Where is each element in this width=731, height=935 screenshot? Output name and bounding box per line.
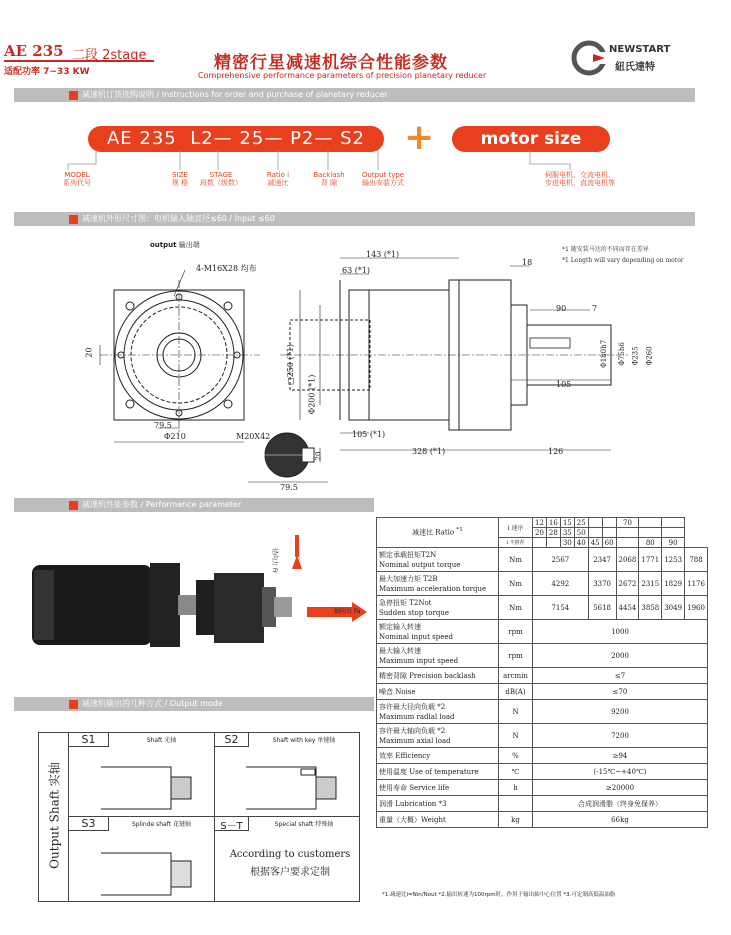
perf-param bbox=[377, 668, 499, 684]
perf-param bbox=[377, 812, 499, 828]
param-value: 3049 bbox=[662, 596, 685, 620]
param-unit: % bbox=[499, 748, 533, 764]
custom-en: According to customers bbox=[229, 849, 351, 860]
perf-param bbox=[377, 700, 499, 724]
param-cn: 额定输入转速 bbox=[379, 622, 421, 631]
dim-328: 328 (*1) bbox=[412, 447, 446, 456]
output-end-label: output 输出端 bbox=[150, 241, 200, 249]
ratio-cell: 45 bbox=[588, 538, 602, 548]
param-unit: rpm bbox=[499, 644, 533, 668]
page-title: 精密行星减速机综合性能参数 bbox=[214, 53, 448, 73]
dim-105-star: 105 (*1) bbox=[352, 430, 386, 439]
perf-param bbox=[377, 548, 499, 572]
dim-210: Φ210 bbox=[164, 432, 186, 441]
dim-126: 126 bbox=[548, 447, 564, 456]
param-value: ≤70 bbox=[533, 684, 708, 700]
dim-m20: M20X42 bbox=[236, 432, 271, 441]
dim-90: 90 bbox=[556, 304, 567, 313]
output-mode-box bbox=[38, 732, 360, 902]
dim-79-5: 79.5 bbox=[154, 421, 172, 430]
param-value: 2347 bbox=[588, 548, 616, 572]
mode-s2-desc: Shaft with key 单键轴 bbox=[272, 737, 336, 744]
param-value: 788 bbox=[685, 548, 708, 572]
perf-row bbox=[377, 548, 708, 572]
perf-row bbox=[377, 812, 708, 828]
power-range: 适配功率 7~33 KW bbox=[4, 67, 90, 77]
dim-105: 105 bbox=[556, 380, 572, 389]
param-value: 1253 bbox=[662, 548, 685, 572]
param-value: 4292 bbox=[533, 572, 589, 596]
page-subtitle: Comprehensive performance parameters of precision planetary reducer bbox=[198, 71, 487, 80]
ratio-cell: 35 bbox=[560, 528, 574, 538]
perf-row bbox=[377, 644, 708, 668]
mode-s1-desc: Shaft 光轴 bbox=[146, 737, 177, 744]
ratio-cell: 15 bbox=[560, 518, 574, 528]
ratio-cell: 30 bbox=[560, 538, 574, 548]
perf-param bbox=[377, 796, 499, 812]
perf-row bbox=[377, 620, 708, 644]
label-model: MODEL 系列代号 bbox=[63, 171, 91, 187]
param-cn: 重量（大概）Weight bbox=[379, 815, 446, 824]
dim-180: Φ180h7 bbox=[600, 339, 609, 369]
ratio-cell: 20 bbox=[533, 528, 547, 538]
output-side-label: Output Shaft 实轴 bbox=[47, 762, 62, 869]
brand-name-cn: 紐氏達特 bbox=[615, 62, 655, 73]
param-value: 9200 bbox=[533, 700, 708, 724]
perf-param bbox=[377, 644, 499, 668]
dim-200: Φ200 (*1) bbox=[307, 374, 317, 415]
param-value: 7200 bbox=[533, 724, 708, 748]
brand-logo bbox=[571, 38, 691, 78]
ratio-cell: 40 bbox=[574, 538, 588, 548]
param-cn: 容许最大径向负载 *2 bbox=[379, 702, 446, 711]
param-value: 5618 bbox=[588, 596, 616, 620]
param-value: 4454 bbox=[616, 596, 639, 620]
perf-row bbox=[377, 724, 708, 748]
motor-size-pill: motor size bbox=[452, 126, 610, 152]
param-unit: arcmin bbox=[499, 668, 533, 684]
ratio-cell: 12 bbox=[533, 518, 547, 528]
order-code-pill: AE 235 L2— 25— P2— S2 bbox=[88, 126, 384, 152]
param-cn: 使用温度 Use of temperature bbox=[379, 767, 479, 776]
param-cn: 最大加速力矩 T2B bbox=[379, 574, 438, 583]
perf-param bbox=[377, 724, 499, 748]
label-motor-types: 伺服电机、交流电机、 步进电机、直流电机等 bbox=[545, 171, 615, 187]
param-en: Maximum axial load bbox=[379, 736, 451, 745]
i-nonstd: i 不推荐 bbox=[499, 538, 533, 548]
mode-s2: S2 bbox=[215, 733, 249, 747]
section-output: 减速机输出的几种方式 / Output mode bbox=[14, 697, 374, 711]
dim-7: 7 bbox=[592, 304, 598, 313]
param-value: 3370 bbox=[588, 572, 616, 596]
dim-18: 18 bbox=[522, 258, 533, 267]
label-backlash: Backlash 背 隙 bbox=[313, 171, 345, 187]
logo-icon bbox=[571, 38, 611, 78]
product-photo bbox=[22, 525, 377, 675]
dim-235: Φ235 bbox=[631, 346, 640, 366]
perf-row bbox=[377, 796, 708, 812]
perf-row bbox=[377, 572, 708, 596]
label-stage: STAGE 段数（级数） bbox=[200, 171, 242, 187]
param-en: Sudden stop torque bbox=[379, 608, 449, 617]
dim-75: Φ75h6 bbox=[617, 342, 626, 366]
param-value: 1829 bbox=[662, 572, 685, 596]
label-size: SIZE 规 格 bbox=[171, 171, 189, 187]
param-value: 1176 bbox=[685, 572, 708, 596]
perf-param bbox=[377, 620, 499, 644]
ratio-cell: 80 bbox=[639, 538, 662, 548]
stage-label: 二段 2stage bbox=[72, 48, 147, 63]
perf-row bbox=[377, 764, 708, 780]
param-value: 2068 bbox=[616, 548, 639, 572]
param-cn: 容许最大轴向负载 *2 bbox=[379, 726, 446, 735]
ratio-cell: 50 bbox=[574, 528, 588, 538]
label-ratio: Ratio i 减速比 bbox=[266, 171, 290, 187]
perf-row bbox=[377, 668, 708, 684]
dim-143: 143 (*1) bbox=[366, 250, 400, 259]
param-unit: kg bbox=[499, 812, 533, 828]
param-unit: dB(A) bbox=[499, 684, 533, 700]
ratio-header: 减速比 Ratio $^{*1}$ bbox=[377, 518, 499, 548]
perf-row bbox=[377, 596, 708, 620]
note-cn: *1 随安装马达的不同而存在差异 bbox=[562, 246, 649, 253]
section-dims: 减速机外形尺寸图：电机输入轴直径≤60 / Input ≤60 bbox=[14, 212, 695, 226]
dimension-drawing bbox=[70, 250, 690, 500]
mode-st: S－T bbox=[215, 817, 249, 831]
radial-force-label: 径向力 Fr bbox=[271, 548, 278, 574]
perf-footnote: *1.减速比i=Nin/Nout *2.输出转速为100rpm时，作用于输出轴中心位置 *3.可定制高低温油脂 bbox=[382, 892, 616, 898]
ratio-cell: 90 bbox=[662, 538, 685, 548]
perf-param bbox=[377, 596, 499, 620]
param-unit: Nm bbox=[499, 596, 533, 620]
param-unit: rpm bbox=[499, 620, 533, 644]
param-en: Maximum acceleration torque bbox=[379, 584, 487, 593]
perf-param bbox=[377, 764, 499, 780]
brand-name: NEWSTART bbox=[609, 44, 671, 55]
model-code: AE 235 bbox=[4, 42, 64, 60]
param-value: 2000 bbox=[533, 644, 708, 668]
param-value: ≥94 bbox=[533, 748, 708, 764]
note-en: *1 Length will vary depending on motor bbox=[562, 257, 684, 264]
param-cn: 效率 Efficiency bbox=[379, 751, 431, 760]
dim-260: Φ260 bbox=[645, 346, 654, 366]
param-value: 66kg bbox=[533, 812, 708, 828]
dim-sq250: □250 (*1) bbox=[285, 344, 295, 385]
ratio-cell: 25 bbox=[574, 518, 588, 528]
plus-icon: + bbox=[404, 117, 435, 158]
mode-s3-desc: Splinde shaft 花键轴 bbox=[131, 821, 192, 828]
param-value: (-15℃~+40℃) bbox=[533, 764, 708, 780]
i-main: i 速序 bbox=[499, 518, 533, 538]
param-cn: 润滑 Lubrication *3 bbox=[379, 799, 447, 808]
param-unit: Nm bbox=[499, 572, 533, 596]
param-unit: h bbox=[499, 780, 533, 796]
ratio-cell: 28 bbox=[546, 528, 560, 538]
perf-param bbox=[377, 572, 499, 596]
param-unit bbox=[499, 796, 533, 812]
param-cn: 使用寿命 Service life bbox=[379, 783, 450, 792]
section-perf: 减速机性能参数 / Performance parameter bbox=[14, 498, 374, 512]
perf-row bbox=[377, 684, 708, 700]
param-value: 1771 bbox=[639, 548, 662, 572]
param-en: Maximum radial load bbox=[379, 712, 455, 721]
param-en: Maximum input speed bbox=[379, 656, 459, 665]
param-cn: 噪音 Noise bbox=[379, 687, 416, 696]
param-unit: Nm bbox=[499, 548, 533, 572]
param-en: Nominal output torque bbox=[379, 560, 461, 569]
param-en: Nominal input speed bbox=[379, 632, 453, 641]
param-unit: N bbox=[499, 700, 533, 724]
param-value: 1960 bbox=[685, 596, 708, 620]
ratio-cell: 16 bbox=[546, 518, 560, 528]
param-cn: 急停扭矩 T2Not bbox=[379, 598, 432, 607]
param-value: 2672 bbox=[616, 572, 639, 596]
axial-force-label: 轴向力 Fa bbox=[334, 608, 361, 615]
perf-param bbox=[377, 780, 499, 796]
section-order: 减速机订货选购说明 / Instructions for order and purchase of planetary reducer bbox=[14, 88, 695, 102]
dim-20b: 20 bbox=[314, 451, 323, 461]
dim-holes: 4-M16X28 均布 bbox=[196, 264, 257, 273]
param-value: ≤7 bbox=[533, 668, 708, 684]
custom-cn: 根据客户要求定制 bbox=[250, 867, 330, 878]
dim-20: 20 bbox=[84, 347, 94, 358]
perf-param bbox=[377, 684, 499, 700]
param-unit: N bbox=[499, 724, 533, 748]
param-value: ≥20000 bbox=[533, 780, 708, 796]
perf-param bbox=[377, 748, 499, 764]
param-value: 7154 bbox=[533, 596, 589, 620]
param-value: 1000 bbox=[533, 620, 708, 644]
ratio-cell: 70 bbox=[616, 518, 639, 528]
param-unit: ℃ bbox=[499, 764, 533, 780]
performance-table bbox=[376, 517, 708, 828]
perf-row bbox=[377, 780, 708, 796]
dim-63: 63 (*1) bbox=[342, 266, 371, 275]
param-value: 2567 bbox=[533, 548, 589, 572]
param-value: 2315 bbox=[639, 572, 662, 596]
mode-st-desc: Special shaft 特殊轴 bbox=[274, 821, 334, 828]
param-cn: 额定承载扭矩T2N bbox=[379, 550, 437, 559]
param-value: 3858 bbox=[639, 596, 662, 620]
mode-s3: S3 bbox=[69, 817, 109, 831]
param-cn: 精密背隙 Precision backlash bbox=[379, 671, 476, 680]
param-cn: 最大输入转速 bbox=[379, 646, 421, 655]
mode-s1: S1 bbox=[69, 733, 109, 747]
label-output-type: Output type 输出安装方式 bbox=[361, 171, 405, 187]
param-value: 合成润滑脂（终身免保养） bbox=[533, 796, 708, 812]
code-leader-lines bbox=[60, 150, 620, 172]
perf-row bbox=[377, 700, 708, 724]
ratio-cell: 60 bbox=[602, 538, 616, 548]
perf-row bbox=[377, 748, 708, 764]
dim-79-5b: 79.5 bbox=[280, 483, 298, 492]
